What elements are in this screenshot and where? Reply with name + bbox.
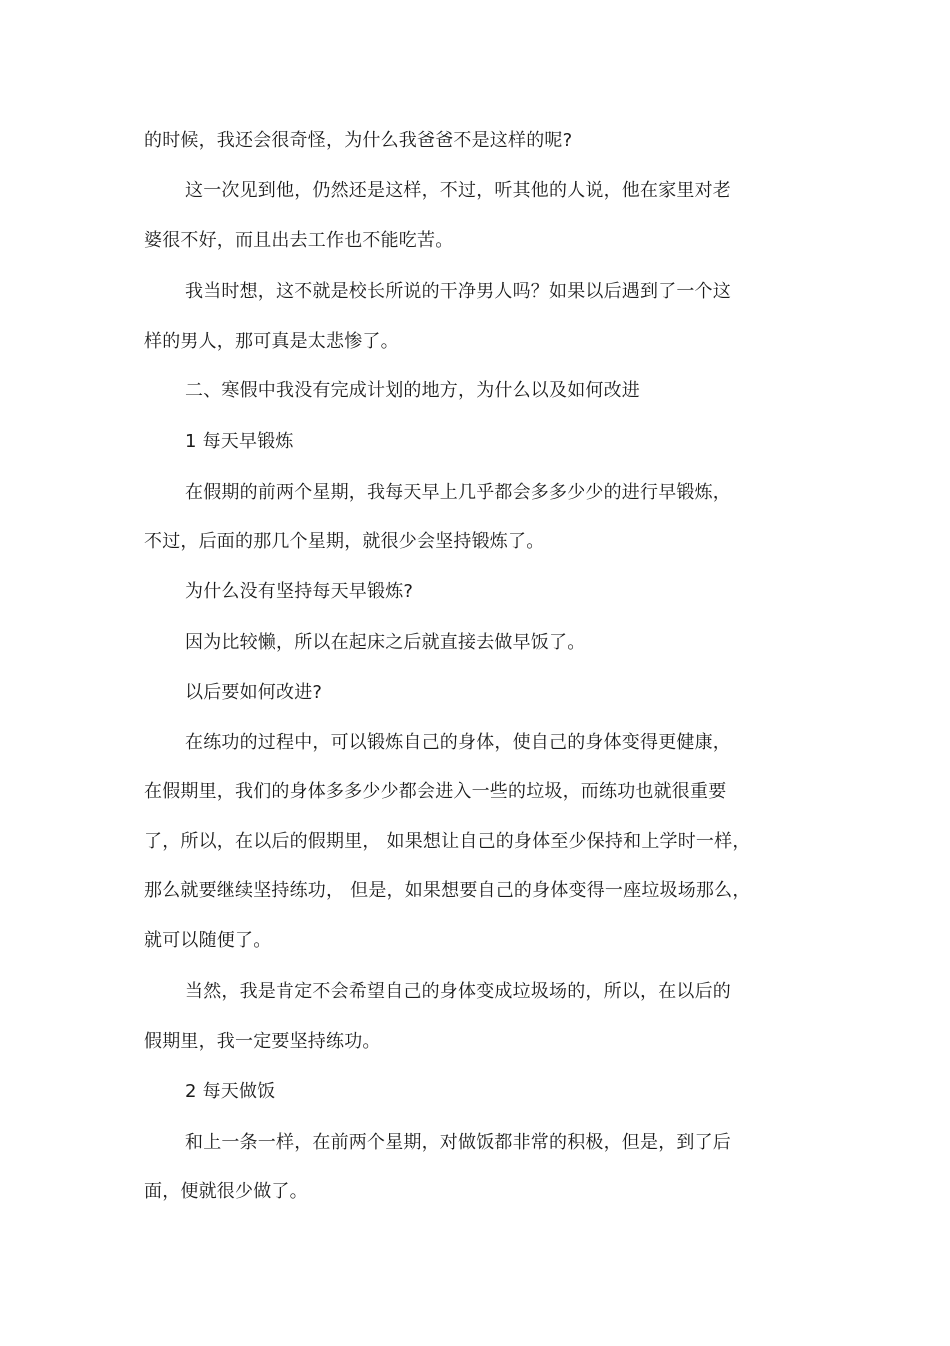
text-line: 假期里，我一定要坚持练功。 [144,1031,381,1052]
text-line: 因为比较懒，所以在起床之后就直接去做早饭了。 [185,632,586,653]
text-line: 当然，我是肯定不会希望自己的身体变成垃圾场的，所以，在以后的 [185,981,731,1002]
text-line: 为什么没有坚持每天早锻炼? [185,581,414,602]
text-line: 就可以随便了。 [144,930,272,951]
text-line: 的时候，我还会很奇怪，为什么我爸爸不是这样的呢? [144,130,573,151]
text-line: 了，所以，在以后的假期里， 如果想让自己的身体至少保持和上学时一样， [144,831,751,852]
text-line: 和上一条一样，在前两个星期，对做饭都非常的积极，但是，到了后 [185,1132,731,1153]
section-heading: 二、寒假中我没有完成计划的地方，为什么以及如何改进 [185,380,640,401]
text-line: 这一次见到他，仍然还是这样，不过，听其他的人说，他在家里对老 [185,180,731,201]
subsection-heading: 1 每天早锻炼 [185,431,294,452]
text-line: 不过，后面的那几个星期，就很少会坚持锻炼了。 [144,531,545,552]
text-line: 面，便就很少做了。 [144,1181,308,1202]
text-line: 那么就要继续坚持练功， 但是，如果想要自己的身体变得一座垃圾场那么， [144,880,751,901]
text-line: 在练功的过程中，可以锻炼自己的身体，使自己的身体变得更健康， [185,732,731,753]
text-line: 在假期里，我们的身体多多少少都会进入一些的垃圾，而练功也就很重要 [144,781,727,802]
subsection-heading: 2 每天做饭 [185,1081,276,1102]
text-line: 在假期的前两个星期，我每天早上几乎都会多多少少的进行早锻炼， [185,482,731,503]
text-line: 以后要如何改进? [185,682,323,703]
text-line: 婆很不好，而且出去工作也不能吃苦。 [144,230,454,251]
text-line: 样的男人，那可真是太悲惨了。 [144,331,399,352]
text-line: 我当时想，这不就是校长所说的干净男人吗？如果以后遇到了一个这 [185,281,731,302]
